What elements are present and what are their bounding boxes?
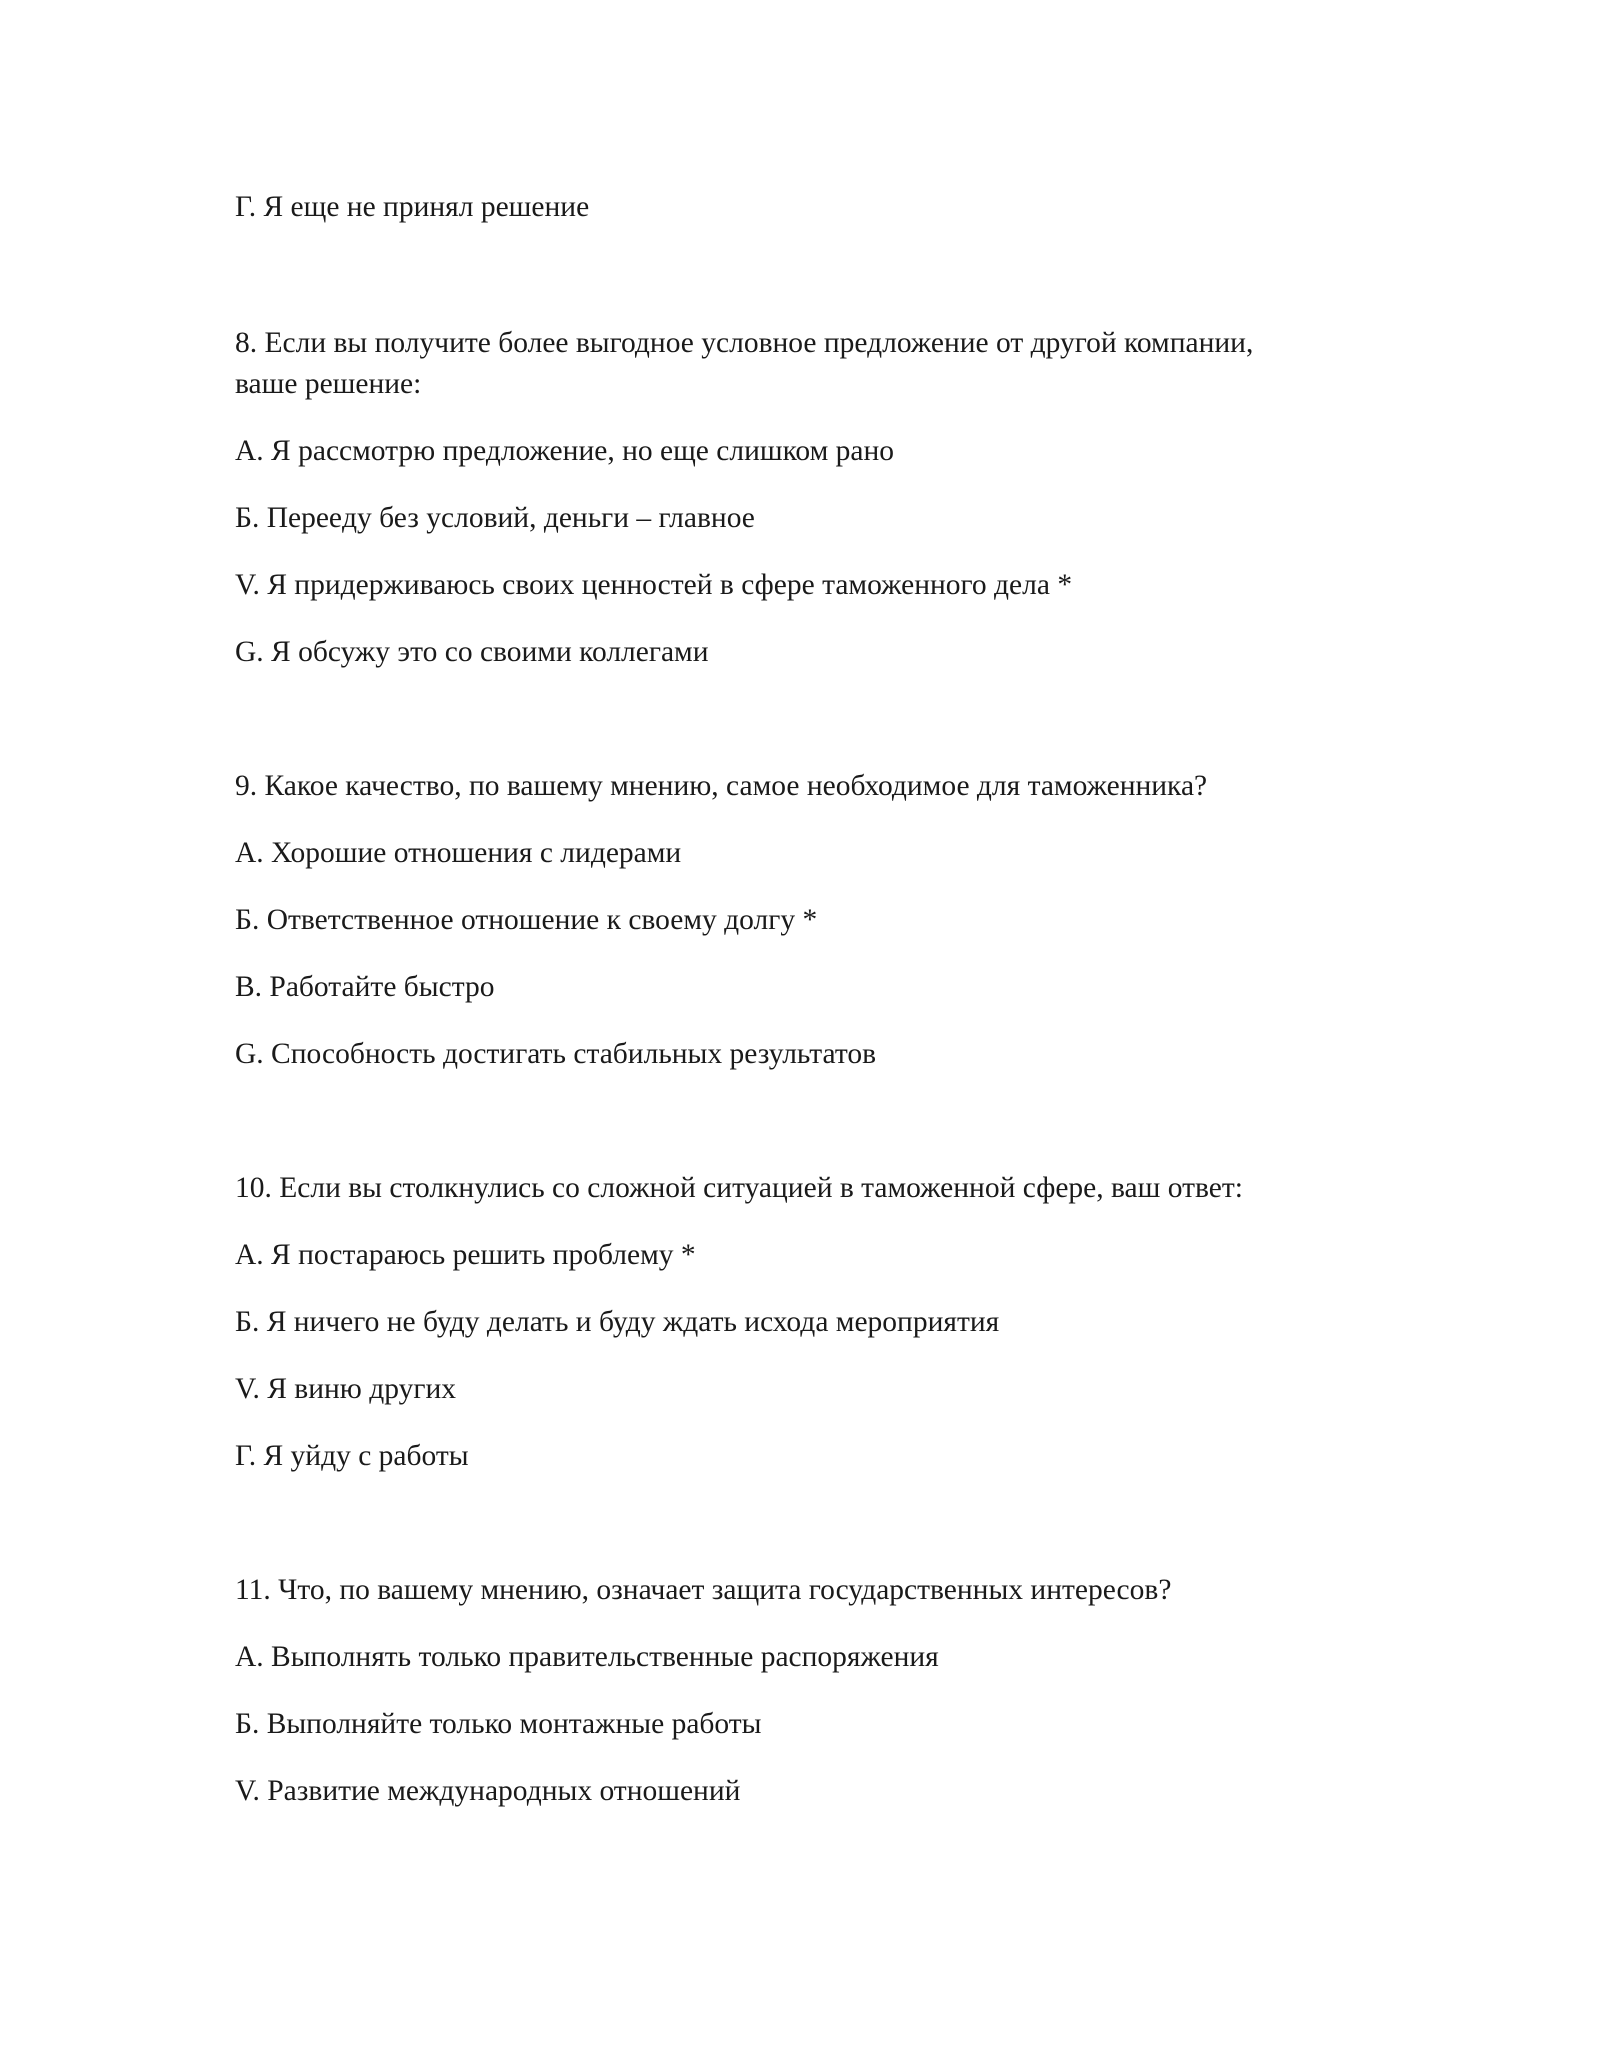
answer-option-g-carryover: Г. Я еще не принял решение <box>235 191 590 223</box>
question-11-option-a: А. Выполнять только правительственные распоряжения <box>235 1641 939 1673</box>
question-8-option-g: G. Я обсужу это со своими коллегами <box>235 636 709 668</box>
question-11-option-v: V. Развитие международных отношений <box>235 1775 741 1807</box>
question-8-option-a: А. Я рассмотрю предложение, но еще слишком рано <box>235 435 895 467</box>
question-8-option-v: V. Я придерживаюсь своих ценностей в сфере таможенного дела * <box>235 569 1073 601</box>
question-10-text: 10. Если вы столкнулись со сложной ситуацией в таможенной сфере, ваш ответ: <box>235 1172 1243 1204</box>
question-9-option-b: Б. Ответственное отношение к своему долгу * <box>235 904 818 936</box>
question-9-option-v: В. Работайте быстро <box>235 971 495 1003</box>
question-8-text-line2: ваше решение: <box>235 368 422 400</box>
question-10-option-a: А. Я постараюсь решить проблему * <box>235 1239 696 1271</box>
question-11-text: 11. Что, по вашему мнению, означает защита государственных интересов? <box>235 1574 1172 1606</box>
question-8-text-line1: 8. Если вы получите более выгодное условное предложение от другой компании, <box>235 327 1254 359</box>
question-11-option-b: Б. Выполняйте только монтажные работы <box>235 1708 762 1740</box>
question-8-option-b: Б. Переeду без условий, деньги – главное <box>235 502 755 534</box>
question-9-option-g: G. Способность достигать стабильных результатов <box>235 1038 877 1070</box>
question-10-option-v: V. Я виню других <box>235 1373 456 1405</box>
question-10-option-b: Б. Я ничего не буду делать и буду ждать исхода мероприятия <box>235 1306 1000 1338</box>
question-9-option-a: А. Хорошие отношения с лидерами <box>235 837 682 869</box>
question-9-text: 9. Какое качество, по вашему мнению, самое необходимое для таможенника? <box>235 770 1208 802</box>
question-10-option-g: Г. Я уйду с работы <box>235 1440 469 1472</box>
